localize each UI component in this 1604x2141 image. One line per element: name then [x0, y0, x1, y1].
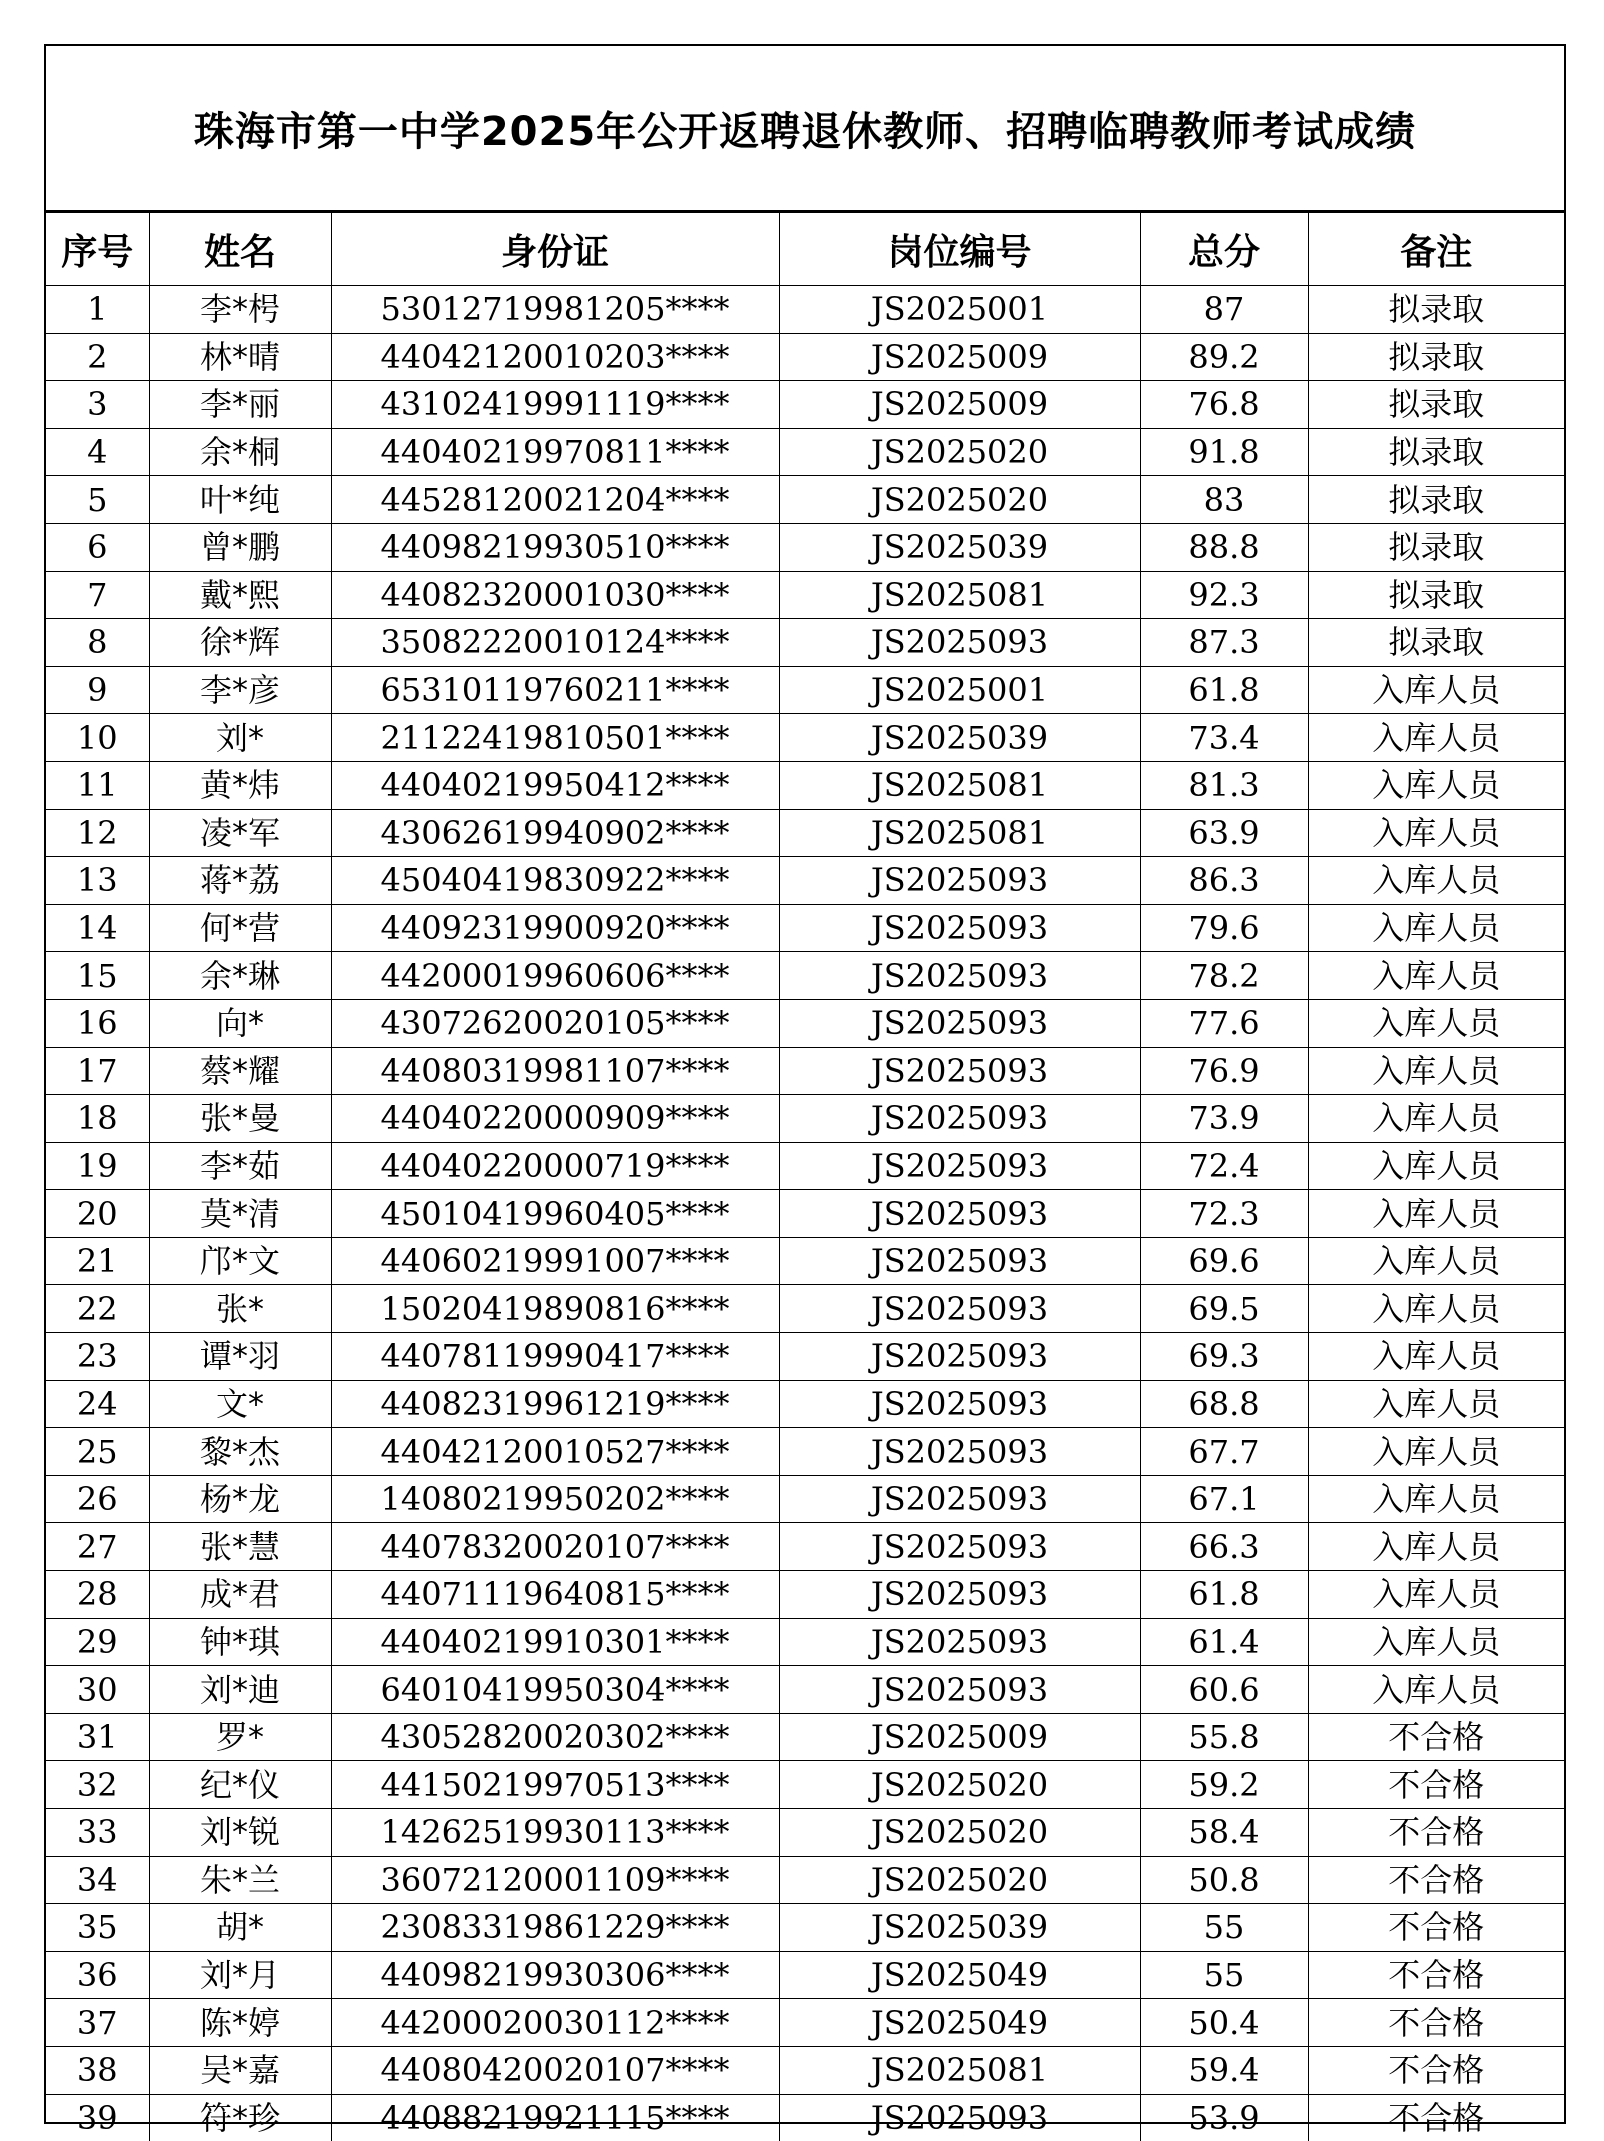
cell-remark: 入库人员	[1308, 1571, 1564, 1619]
cell-name: 曾*鹏	[149, 523, 331, 571]
cell-total-score: 87	[1140, 286, 1308, 334]
cell-name: 蒋*荔	[149, 857, 331, 905]
table-row	[46, 1809, 1564, 1857]
cell-id-card: 44080319981107****	[331, 1047, 779, 1095]
cell-id-card: 44200020030112****	[331, 1999, 779, 2047]
cell-post-code: JS2025039	[779, 523, 1140, 571]
header-remark: 备注	[1308, 213, 1564, 286]
cell-total-score: 92.3	[1140, 571, 1308, 619]
table-row	[46, 1666, 1564, 1714]
cell-post-code: JS2025093	[779, 1095, 1140, 1143]
cell-name: 吴*嘉	[149, 2046, 331, 2094]
cell-remark: 入库人员	[1308, 761, 1564, 809]
table-row	[46, 1856, 1564, 1904]
cell-name: 余*琳	[149, 952, 331, 1000]
table-row	[46, 619, 1564, 667]
cell-remark: 拟录取	[1308, 333, 1564, 381]
cell-index: 37	[46, 1999, 149, 2047]
cell-total-score: 83	[1140, 476, 1308, 524]
table-row	[46, 1761, 1564, 1809]
cell-name: 谭*羽	[149, 1333, 331, 1381]
score-table	[46, 212, 1564, 2141]
cell-id-card: 36072120001109****	[331, 1856, 779, 1904]
cell-id-card: 44071119640815****	[331, 1571, 779, 1619]
header-name: 姓名	[149, 213, 331, 286]
cell-index: 36	[46, 1951, 149, 1999]
cell-total-score: 87.3	[1140, 619, 1308, 667]
cell-post-code: JS2025009	[779, 381, 1140, 429]
cell-total-score: 61.8	[1140, 1571, 1308, 1619]
cell-remark: 入库人员	[1308, 952, 1564, 1000]
cell-id-card: 45040419830922****	[331, 857, 779, 905]
cell-index: 19	[46, 1142, 149, 1190]
cell-id-card: 44098219930306****	[331, 1951, 779, 1999]
cell-id-card: 43052820020302****	[331, 1713, 779, 1761]
cell-total-score: 67.1	[1140, 1475, 1308, 1523]
cell-total-score: 55.8	[1140, 1713, 1308, 1761]
cell-id-card: 44080420020107****	[331, 2046, 779, 2094]
cell-remark: 不合格	[1308, 1761, 1564, 1809]
cell-index: 7	[46, 571, 149, 619]
header-post-code: 岗位编号	[779, 213, 1140, 286]
cell-name: 戴*熙	[149, 571, 331, 619]
cell-index: 38	[46, 2046, 149, 2094]
table-row	[46, 2094, 1564, 2141]
cell-post-code: JS2025093	[779, 1523, 1140, 1571]
cell-name: 李*枵	[149, 286, 331, 334]
cell-post-code: JS2025020	[779, 1809, 1140, 1857]
cell-remark: 入库人员	[1308, 809, 1564, 857]
table-row	[46, 1713, 1564, 1761]
cell-index: 34	[46, 1856, 149, 1904]
cell-name: 刘*	[149, 714, 331, 762]
cell-index: 18	[46, 1095, 149, 1143]
table-row	[46, 1951, 1564, 1999]
cell-name: 余*桐	[149, 428, 331, 476]
cell-post-code: JS2025093	[779, 1047, 1140, 1095]
cell-total-score: 72.3	[1140, 1190, 1308, 1238]
cell-post-code: JS2025093	[779, 952, 1140, 1000]
cell-index: 2	[46, 333, 149, 381]
cell-total-score: 73.9	[1140, 1095, 1308, 1143]
cell-post-code: JS2025020	[779, 428, 1140, 476]
cell-total-score: 91.8	[1140, 428, 1308, 476]
cell-name: 刘*月	[149, 1951, 331, 1999]
cell-index: 23	[46, 1333, 149, 1381]
cell-post-code: JS2025009	[779, 1713, 1140, 1761]
cell-id-card: 45010419960405****	[331, 1190, 779, 1238]
cell-post-code: JS2025081	[779, 809, 1140, 857]
cell-index: 6	[46, 523, 149, 571]
table-row	[46, 714, 1564, 762]
cell-total-score: 60.6	[1140, 1666, 1308, 1714]
cell-remark: 不合格	[1308, 1951, 1564, 1999]
cell-id-card: 14080219950202****	[331, 1475, 779, 1523]
cell-name: 文*	[149, 1380, 331, 1428]
cell-id-card: 44150219970513****	[331, 1761, 779, 1809]
cell-name: 朱*兰	[149, 1856, 331, 1904]
cell-post-code: JS2025020	[779, 476, 1140, 524]
cell-post-code: JS2025020	[779, 1856, 1140, 1904]
table-row	[46, 1999, 1564, 2047]
cell-name: 钟*琪	[149, 1618, 331, 1666]
cell-name: 向*	[149, 999, 331, 1047]
cell-total-score: 76.8	[1140, 381, 1308, 429]
cell-post-code: JS2025093	[779, 1237, 1140, 1285]
cell-name: 李*丽	[149, 381, 331, 429]
cell-id-card: 44098219930510****	[331, 523, 779, 571]
cell-total-score: 50.8	[1140, 1856, 1308, 1904]
header-id-card: 身份证	[331, 213, 779, 286]
cell-total-score: 61.4	[1140, 1618, 1308, 1666]
cell-name: 杨*龙	[149, 1475, 331, 1523]
cell-remark: 入库人员	[1308, 1475, 1564, 1523]
cell-name: 符*珍	[149, 2094, 331, 2141]
cell-post-code: JS2025093	[779, 1666, 1140, 1714]
cell-remark: 拟录取	[1308, 381, 1564, 429]
cell-total-score: 79.6	[1140, 904, 1308, 952]
cell-total-score: 73.4	[1140, 714, 1308, 762]
cell-id-card: 15020419890816****	[331, 1285, 779, 1333]
cell-name: 黄*炜	[149, 761, 331, 809]
cell-remark: 入库人员	[1308, 1618, 1564, 1666]
cell-name: 叶*纯	[149, 476, 331, 524]
table-row	[46, 904, 1564, 952]
cell-index: 29	[46, 1618, 149, 1666]
cell-name: 何*营	[149, 904, 331, 952]
cell-name: 罗*	[149, 1713, 331, 1761]
cell-index: 22	[46, 1285, 149, 1333]
table-row	[46, 286, 1564, 334]
table-row	[46, 571, 1564, 619]
cell-remark: 不合格	[1308, 1999, 1564, 2047]
cell-remark: 拟录取	[1308, 523, 1564, 571]
cell-remark: 不合格	[1308, 2094, 1564, 2141]
cell-index: 13	[46, 857, 149, 905]
cell-post-code: JS2025093	[779, 1571, 1140, 1619]
cell-remark: 不合格	[1308, 1809, 1564, 1857]
cell-remark: 拟录取	[1308, 571, 1564, 619]
cell-remark: 拟录取	[1308, 286, 1564, 334]
header-row	[46, 213, 1564, 286]
cell-remark: 入库人员	[1308, 1380, 1564, 1428]
cell-name: 张*曼	[149, 1095, 331, 1143]
cell-remark: 不合格	[1308, 2046, 1564, 2094]
cell-index: 9	[46, 666, 149, 714]
cell-name: 徐*辉	[149, 619, 331, 667]
cell-remark: 入库人员	[1308, 1142, 1564, 1190]
cell-id-card: 44040220000719****	[331, 1142, 779, 1190]
cell-name: 李*茹	[149, 1142, 331, 1190]
cell-index: 28	[46, 1571, 149, 1619]
cell-post-code: JS2025093	[779, 857, 1140, 905]
cell-post-code: JS2025093	[779, 1333, 1140, 1381]
cell-id-card: 44060219991007****	[331, 1237, 779, 1285]
cell-remark: 入库人员	[1308, 666, 1564, 714]
cell-total-score: 67.7	[1140, 1428, 1308, 1476]
cell-post-code: JS2025093	[779, 1285, 1140, 1333]
cell-index: 16	[46, 999, 149, 1047]
cell-post-code: JS2025093	[779, 1428, 1140, 1476]
cell-post-code: JS2025081	[779, 761, 1140, 809]
cell-id-card: 43102419991119****	[331, 381, 779, 429]
cell-name: 成*君	[149, 1571, 331, 1619]
cell-post-code: JS2025039	[779, 1904, 1140, 1952]
cell-post-code: JS2025093	[779, 1618, 1140, 1666]
cell-index: 5	[46, 476, 149, 524]
cell-total-score: 69.6	[1140, 1237, 1308, 1285]
cell-id-card: 44078119990417****	[331, 1333, 779, 1381]
cell-index: 10	[46, 714, 149, 762]
cell-post-code: JS2025093	[779, 1475, 1140, 1523]
cell-remark: 入库人员	[1308, 904, 1564, 952]
cell-post-code: JS2025081	[779, 2046, 1140, 2094]
table-row	[46, 1237, 1564, 1285]
cell-index: 21	[46, 1237, 149, 1285]
cell-post-code: JS2025093	[779, 2094, 1140, 2141]
cell-name: 邝*文	[149, 1237, 331, 1285]
cell-name: 林*晴	[149, 333, 331, 381]
cell-total-score: 59.4	[1140, 2046, 1308, 2094]
table-row	[46, 857, 1564, 905]
cell-post-code: JS2025001	[779, 286, 1140, 334]
cell-remark: 入库人员	[1308, 857, 1564, 905]
cell-remark: 入库人员	[1308, 1666, 1564, 1714]
cell-index: 17	[46, 1047, 149, 1095]
cell-post-code: JS2025009	[779, 333, 1140, 381]
table-row	[46, 666, 1564, 714]
cell-post-code: JS2025093	[779, 1380, 1140, 1428]
cell-name: 胡*	[149, 1904, 331, 1952]
cell-index: 11	[46, 761, 149, 809]
cell-index: 25	[46, 1428, 149, 1476]
cell-remark: 入库人员	[1308, 714, 1564, 762]
cell-id-card: 44042120010527****	[331, 1428, 779, 1476]
table-row	[46, 333, 1564, 381]
cell-index: 4	[46, 428, 149, 476]
table-row	[46, 381, 1564, 429]
cell-remark: 入库人员	[1308, 1428, 1564, 1476]
cell-id-card: 44088219921115****	[331, 2094, 779, 2141]
table-row	[46, 1475, 1564, 1523]
cell-remark: 入库人员	[1308, 1523, 1564, 1571]
cell-post-code: JS2025020	[779, 1761, 1140, 1809]
cell-id-card: 65310119760211****	[331, 666, 779, 714]
table-row	[46, 1571, 1564, 1619]
cell-total-score: 58.4	[1140, 1809, 1308, 1857]
cell-name: 李*彦	[149, 666, 331, 714]
cell-remark: 不合格	[1308, 1856, 1564, 1904]
cell-name: 陈*婷	[149, 1999, 331, 2047]
cell-id-card: 23083319861229****	[331, 1904, 779, 1952]
cell-index: 1	[46, 286, 149, 334]
cell-id-card: 44078320020107****	[331, 1523, 779, 1571]
cell-name: 张*	[149, 1285, 331, 1333]
cell-index: 31	[46, 1713, 149, 1761]
cell-id-card: 35082220010124****	[331, 619, 779, 667]
cell-post-code: JS2025039	[779, 714, 1140, 762]
table-row	[46, 1095, 1564, 1143]
cell-total-score: 69.3	[1140, 1333, 1308, 1381]
table-row	[46, 1380, 1564, 1428]
cell-name: 莫*清	[149, 1190, 331, 1238]
cell-id-card: 44040219910301****	[331, 1618, 779, 1666]
cell-id-card: 44082319961219****	[331, 1380, 779, 1428]
table-row	[46, 476, 1564, 524]
cell-id-card: 44040220000909****	[331, 1095, 779, 1143]
cell-post-code: JS2025093	[779, 999, 1140, 1047]
table-row	[46, 1285, 1564, 1333]
cell-total-score: 88.8	[1140, 523, 1308, 571]
cell-post-code: JS2025093	[779, 619, 1140, 667]
cell-post-code: JS2025081	[779, 571, 1140, 619]
cell-remark: 入库人员	[1308, 1333, 1564, 1381]
cell-index: 39	[46, 2094, 149, 2141]
cell-total-score: 81.3	[1140, 761, 1308, 809]
header-index: 序号	[46, 213, 149, 286]
cell-remark: 拟录取	[1308, 428, 1564, 476]
table-row	[46, 1523, 1564, 1571]
cell-total-score: 69.5	[1140, 1285, 1308, 1333]
cell-id-card: 44040219970811****	[331, 428, 779, 476]
header-total-score: 总分	[1140, 213, 1308, 286]
cell-id-card: 44528120021204****	[331, 476, 779, 524]
cell-post-code: JS2025093	[779, 904, 1140, 952]
cell-total-score: 59.2	[1140, 1761, 1308, 1809]
cell-remark: 拟录取	[1308, 476, 1564, 524]
cell-total-score: 76.9	[1140, 1047, 1308, 1095]
table-row	[46, 999, 1564, 1047]
cell-total-score: 50.4	[1140, 1999, 1308, 2047]
cell-total-score: 77.6	[1140, 999, 1308, 1047]
cell-total-score: 53.9	[1140, 2094, 1308, 2141]
cell-name: 蔡*耀	[149, 1047, 331, 1095]
cell-total-score: 86.3	[1140, 857, 1308, 905]
cell-index: 20	[46, 1190, 149, 1238]
cell-id-card: 53012719981205****	[331, 286, 779, 334]
cell-index: 27	[46, 1523, 149, 1571]
cell-index: 14	[46, 904, 149, 952]
cell-id-card: 14262519930113****	[331, 1809, 779, 1857]
cell-total-score: 66.3	[1140, 1523, 1308, 1571]
cell-index: 32	[46, 1761, 149, 1809]
cell-total-score: 89.2	[1140, 333, 1308, 381]
table-row	[46, 761, 1564, 809]
cell-name: 纪*仪	[149, 1761, 331, 1809]
cell-remark: 入库人员	[1308, 999, 1564, 1047]
table-row	[46, 1428, 1564, 1476]
table-row	[46, 1190, 1564, 1238]
cell-remark: 拟录取	[1308, 619, 1564, 667]
cell-total-score: 72.4	[1140, 1142, 1308, 1190]
table-row	[46, 1618, 1564, 1666]
table-row	[46, 2046, 1564, 2094]
cell-id-card: 44040219950412****	[331, 761, 779, 809]
table-body	[46, 286, 1564, 2141]
cell-index: 35	[46, 1904, 149, 1952]
cell-remark: 入库人员	[1308, 1285, 1564, 1333]
cell-total-score: 63.9	[1140, 809, 1308, 857]
cell-total-score: 78.2	[1140, 952, 1308, 1000]
cell-post-code: JS2025093	[779, 1190, 1140, 1238]
cell-post-code: JS2025001	[779, 666, 1140, 714]
cell-remark: 不合格	[1308, 1904, 1564, 1952]
cell-id-card: 44200019960606****	[331, 952, 779, 1000]
cell-total-score: 68.8	[1140, 1380, 1308, 1428]
cell-remark: 入库人员	[1308, 1190, 1564, 1238]
cell-id-card: 64010419950304****	[331, 1666, 779, 1714]
cell-remark: 入库人员	[1308, 1047, 1564, 1095]
cell-name: 刘*锐	[149, 1809, 331, 1857]
cell-name: 黎*杰	[149, 1428, 331, 1476]
cell-index: 24	[46, 1380, 149, 1428]
cell-total-score: 55	[1140, 1951, 1308, 1999]
cell-remark: 不合格	[1308, 1713, 1564, 1761]
cell-id-card: 44042120010203****	[331, 333, 779, 381]
cell-index: 33	[46, 1809, 149, 1857]
table-row	[46, 952, 1564, 1000]
table-row	[46, 809, 1564, 857]
page-title: 珠海市第一中学2025年公开返聘退休教师、招聘临聘教师考试成绩	[46, 46, 1564, 212]
table-row	[46, 523, 1564, 571]
cell-id-card: 21122419810501****	[331, 714, 779, 762]
table-row	[46, 1333, 1564, 1381]
cell-total-score: 55	[1140, 1904, 1308, 1952]
table-row	[46, 1904, 1564, 1952]
cell-post-code: JS2025049	[779, 1999, 1140, 2047]
cell-index: 26	[46, 1475, 149, 1523]
table-row	[46, 428, 1564, 476]
cell-name: 张*慧	[149, 1523, 331, 1571]
cell-index: 15	[46, 952, 149, 1000]
cell-remark: 入库人员	[1308, 1237, 1564, 1285]
cell-total-score: 61.8	[1140, 666, 1308, 714]
cell-id-card: 44082320001030****	[331, 571, 779, 619]
cell-index: 30	[46, 1666, 149, 1714]
table-row	[46, 1047, 1564, 1095]
cell-index: 12	[46, 809, 149, 857]
cell-id-card: 43062619940902****	[331, 809, 779, 857]
cell-index: 3	[46, 381, 149, 429]
cell-id-card: 44092319900920****	[331, 904, 779, 952]
cell-name: 刘*迪	[149, 1666, 331, 1714]
table-row	[46, 1142, 1564, 1190]
score-sheet	[44, 44, 1566, 2137]
cell-index: 8	[46, 619, 149, 667]
cell-post-code: JS2025049	[779, 1951, 1140, 1999]
cell-remark: 入库人员	[1308, 1095, 1564, 1143]
cell-name: 凌*军	[149, 809, 331, 857]
cell-id-card: 43072620020105****	[331, 999, 779, 1047]
cell-post-code: JS2025093	[779, 1142, 1140, 1190]
